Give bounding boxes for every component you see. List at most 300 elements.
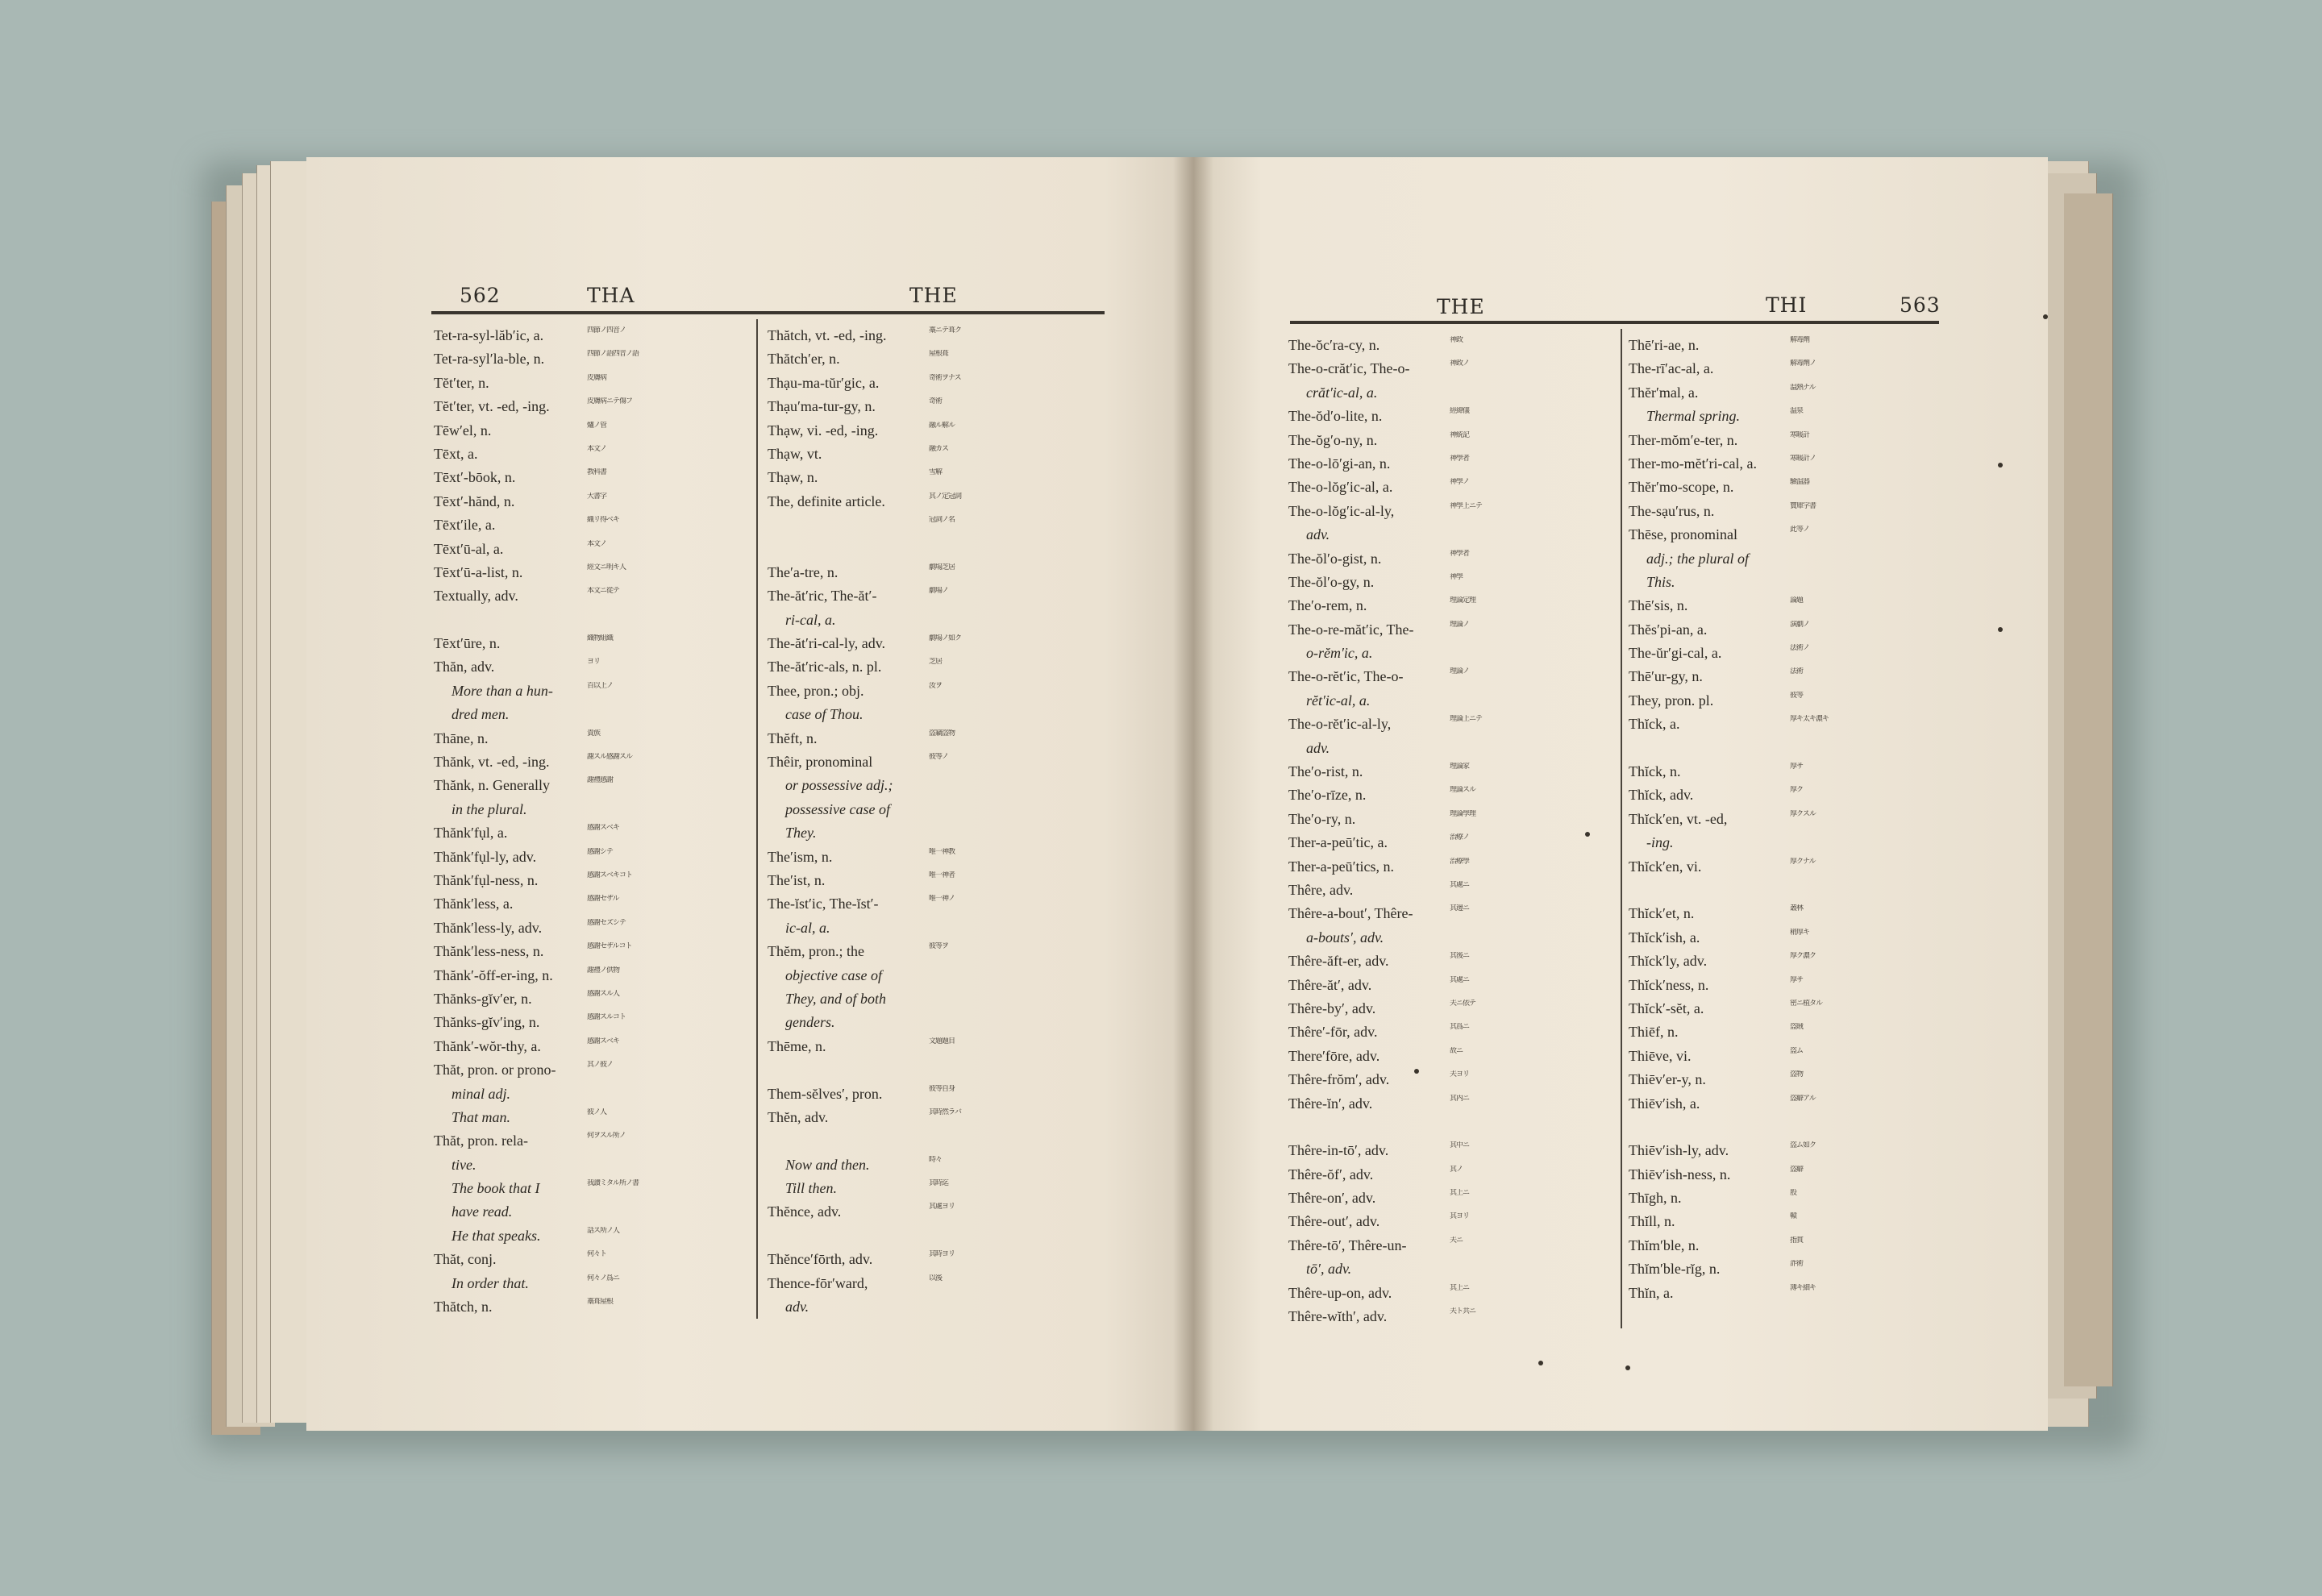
entry-headword: The-ŭr′gi-cal, a.: [1629, 645, 1722, 662]
entry-gloss: 理論スル: [1450, 786, 1476, 795]
entry-gloss: [587, 1156, 748, 1175]
entry-headword: Thêre-wĭth′, adv.: [1288, 1308, 1388, 1325]
ink-speck: [2043, 314, 2048, 319]
entry-headword: Thiēf, n.: [1629, 1024, 1679, 1041]
entry-headword: Thiēv′er-y, n.: [1629, 1071, 1706, 1088]
entry-gloss: 厚ク: [1790, 786, 1804, 795]
ink-speck: [1998, 463, 2003, 468]
entry-headword: Thătch, vt. -ed, -ing.: [768, 327, 887, 343]
entry-gloss: 何々ノ爲ニ: [587, 1274, 620, 1282]
entry-gloss: 感謝スルコト: [587, 1013, 626, 1022]
dictionary-entry: [1288, 902, 1615, 925]
entry-headword: Thĕs′pi-an, a.: [1629, 621, 1708, 638]
page-number-left: 562: [460, 284, 501, 307]
dictionary-entry: [1288, 997, 1615, 1020]
entry-gloss: 劇場ノ如ク: [929, 634, 962, 643]
entry-headword: objective case of: [785, 966, 882, 983]
entry-gloss: 温熱ナル: [1790, 383, 1816, 392]
entry-headword: The-ŏl′o-gist, n.: [1288, 550, 1382, 567]
entry-headword: Tet-ra-syl′la-ble, n.: [434, 351, 545, 368]
entry-headword: Thĭck, adv.: [1629, 787, 1694, 804]
entry-headword: adv.: [785, 1299, 809, 1315]
entry-headword: He that speaks.: [452, 1227, 541, 1244]
guide-word-right-2: THI: [1766, 293, 1808, 317]
entry-gloss: 驗温器: [1790, 478, 1810, 487]
entry-gloss: 文題題目: [929, 1037, 955, 1045]
entry-headword: Thĕnce′fōrth, adv.: [768, 1251, 873, 1268]
entry-gloss: 其時迄: [929, 1179, 949, 1188]
entry-gloss: 藁ニテ葺ク: [929, 326, 962, 335]
dictionary-entry: [768, 1295, 1102, 1319]
dictionary-entry: [768, 1058, 1102, 1082]
entry-headword: Thănk′less, a.: [434, 896, 514, 912]
dictionary-entry: [434, 324, 752, 347]
entry-headword: o-rĕm′ic, a.: [1306, 645, 1373, 662]
entry-headword: Thạw, n.: [768, 469, 818, 486]
dictionary-entry: [1288, 1116, 1615, 1139]
entry-headword: Thêre-by′, adv.: [1288, 1000, 1376, 1016]
entry-gloss: [929, 990, 1098, 1009]
entry-headword: The book that I: [452, 1180, 540, 1197]
ink-speck: [1538, 1361, 1543, 1365]
entry-gloss: 其爲ニ: [1450, 1023, 1470, 1032]
entry-gloss: 神學: [1450, 572, 1463, 581]
column-divider-left: [756, 319, 758, 1319]
entry-headword: Thănk′less-ly, adv.: [434, 919, 543, 936]
entry-gloss: [929, 1298, 1098, 1317]
entry-column: [768, 324, 1102, 1319]
entry-headword: Thĭck′ness, n.: [1629, 976, 1709, 993]
entry-gloss: 其邊ニ: [1450, 904, 1470, 913]
dictionary-entry: [1288, 618, 1615, 642]
dictionary-entry: [1288, 571, 1615, 594]
entry-gloss: 皮膚病ニテ傷フ: [587, 397, 633, 406]
entry-headword: Thêre, adv.: [1288, 881, 1354, 898]
entry-gloss: 其時ヨリ: [929, 1250, 955, 1259]
entry-headword: Thănk′fụl-ly, adv.: [434, 848, 537, 865]
dictionary-entry: [1288, 1234, 1615, 1257]
entry-gloss: 神學者: [1450, 454, 1470, 463]
dictionary-entry: [1629, 831, 1947, 854]
entry-headword: Thănk, vt. -ed, -ing.: [434, 754, 550, 771]
dictionary-entry: [434, 869, 752, 892]
entry-gloss: [929, 611, 1098, 630]
entry-gloss: ヨリ: [587, 658, 601, 667]
dictionary-entry: [1629, 1210, 1947, 1233]
entry-gloss: [587, 705, 748, 725]
dictionary-entry: [768, 680, 1102, 703]
entry-gloss: 故ニ: [1450, 1046, 1463, 1055]
entry-gloss: 薄キ細キ: [1790, 1283, 1816, 1292]
dictionary-entry: [768, 1129, 1102, 1153]
entry-headword: Thêre-on′, adv.: [1288, 1190, 1376, 1207]
entry-headword: Thĕn, adv.: [768, 1108, 829, 1125]
entry-column: [434, 324, 752, 1319]
dictionary-entry: [434, 846, 752, 869]
dictionary-entry: [1629, 594, 1947, 617]
dictionary-entry: [1629, 926, 1947, 950]
dictionary-entry: [768, 372, 1102, 395]
entry-gloss: 其後ニ: [1450, 952, 1470, 961]
entry-headword: case of Thou.: [785, 706, 863, 723]
entry-gloss: 冠詞ノ名: [929, 516, 955, 525]
dictionary-entry: [1288, 1068, 1615, 1091]
entry-gloss: [1790, 1118, 1943, 1137]
dictionary-entry: [768, 1224, 1102, 1248]
entry-gloss: 感謝スル人: [587, 989, 620, 998]
dictionary-entry: [768, 750, 1102, 774]
dictionary-entry: [768, 1011, 1102, 1034]
entry-headword: Them-sĕlves′, pron.: [768, 1085, 883, 1102]
entry-headword: dred men.: [452, 706, 510, 723]
entry-gloss: 感謝スベキコト: [587, 871, 633, 879]
entry-gloss: [587, 1203, 748, 1222]
dictionary-entry: [1288, 737, 1615, 760]
dictionary-entry: [1288, 405, 1615, 428]
dictionary-entry: [1629, 902, 1947, 925]
entry-headword: The-o-rĕt′ic-al-ly,: [1288, 716, 1392, 733]
dictionary-entry: [434, 1153, 752, 1177]
entry-gloss: 彼等: [1790, 691, 1804, 700]
entry-headword: The-o-lŏg′ic-al, a.: [1288, 479, 1393, 496]
dictionary-entry: [434, 1083, 752, 1106]
entry-headword: The-rī′ac-al, a.: [1629, 360, 1714, 377]
dictionary-entry: [768, 443, 1102, 466]
entry-gloss: [1450, 739, 1611, 759]
dictionary-entry: [768, 466, 1102, 489]
dictionary-entry: [434, 703, 752, 726]
dictionary-entry: [434, 584, 752, 608]
entry-gloss: 藁葺屋根: [587, 1298, 614, 1307]
dictionary-entry: [1288, 831, 1615, 854]
entry-headword: They, and of both: [785, 990, 886, 1007]
entry-headword: The-ĭst′ic, The-ĭst′-: [768, 896, 879, 912]
entry-gloss: [929, 824, 1098, 843]
dictionary-entry: [434, 1200, 752, 1224]
dictionary-entry: [768, 584, 1102, 608]
entry-headword: adv.: [1306, 526, 1330, 543]
entry-headword: Thêre′-fōr, adv.: [1288, 1024, 1378, 1041]
entry-gloss: 經緯儀: [1450, 407, 1470, 416]
entry-gloss: [929, 776, 1098, 796]
entry-gloss: 經文ニ明キ人: [587, 563, 626, 571]
dictionary-entry: [1288, 523, 1615, 547]
entry-gloss: 盗竊盗物: [929, 729, 955, 738]
entry-gloss: 其ノ: [1450, 1165, 1463, 1174]
entry-headword: The-o-lō′gi-an, n.: [1288, 455, 1391, 472]
entry-gloss: 謝禮感謝: [587, 776, 614, 785]
entry-headword: The-o-re-măt′ic, The-: [1288, 621, 1414, 638]
entry-headword: The-o-crăt′ic, The-o-: [1288, 360, 1410, 377]
dictionary-entry: [1629, 1282, 1947, 1305]
entry-headword: Thĕm, pron.; the: [768, 943, 864, 960]
entry-headword: The-o-lŏg′ic-al-ly,: [1288, 502, 1395, 519]
dictionary-entry: [768, 846, 1102, 869]
entry-headword: Thănk′less-ness, n.: [434, 943, 544, 960]
dictionary-entry: [1288, 594, 1615, 617]
dictionary-entry: [1288, 1187, 1615, 1210]
dictionary-entry: [1629, 974, 1947, 997]
dictionary-entry: [1629, 760, 1947, 783]
entry-gloss: 奇術: [929, 397, 943, 406]
dictionary-entry: [768, 395, 1102, 418]
entry-headword: Thĕnce, adv.: [768, 1203, 842, 1220]
entry-headword: Thêre-ĭn′, adv.: [1288, 1095, 1373, 1112]
entry-gloss: 寶庫字書: [1790, 501, 1816, 510]
entry-gloss: 理論ノ: [1450, 620, 1470, 629]
entry-headword: Thē′sis, n.: [1629, 597, 1688, 614]
entry-gloss: 融ル解ル: [929, 421, 955, 430]
header-rule-left: [431, 311, 1105, 314]
dictionary-entry: [434, 1224, 752, 1248]
entry-gloss: 解毒劑ノ: [1790, 360, 1816, 368]
entry-headword: Thē′ur-gy, n.: [1629, 668, 1703, 685]
dictionary-entry: [768, 774, 1102, 797]
dictionary-entry: [768, 916, 1102, 940]
dictionary-entry: [1288, 879, 1615, 902]
entry-headword: Thạu′ma-tur-gy, n.: [768, 398, 876, 415]
entry-gloss: [929, 966, 1098, 986]
entry-headword: Tĕt′ter, n.: [434, 374, 489, 391]
entry-headword: That man.: [452, 1108, 511, 1125]
entry-headword: Thĕr′mal, a.: [1629, 384, 1699, 401]
dictionary-entry: [768, 1153, 1102, 1177]
dictionary-entry: [768, 892, 1102, 916]
entry-gloss: [929, 1061, 1098, 1080]
dictionary-entry: [1288, 1305, 1615, 1328]
dictionary-entry: [434, 655, 752, 679]
entry-gloss: 其處ニ: [1450, 975, 1470, 984]
entry-gloss: 厚クナル: [1790, 857, 1816, 866]
dictionary-entry: [1288, 1045, 1615, 1068]
entry-headword: The′a-tre, n.: [768, 563, 838, 580]
entry-headword: The, definite article.: [768, 493, 885, 509]
entry-gloss: [1450, 644, 1611, 663]
dictionary-entry: [1288, 808, 1615, 831]
entry-gloss: 百以上ノ: [587, 681, 614, 690]
entry-gloss: 彼等ノ: [929, 753, 949, 762]
dictionary-entry: [768, 987, 1102, 1011]
entry-gloss: 神學者: [1450, 549, 1470, 558]
entry-gloss: 轅: [1790, 1212, 1797, 1221]
entry-gloss: [1790, 739, 1943, 759]
entry-headword: The′ist, n.: [768, 871, 826, 888]
entry-gloss: 四節ノ語四音ノ語: [587, 350, 639, 359]
dictionary-entry: [768, 1248, 1102, 1271]
dictionary-entry: [1288, 783, 1615, 807]
dictionary-entry: [1629, 879, 1947, 902]
entry-gloss: 解毒劑: [1790, 336, 1810, 344]
entry-gloss: 劇場芝居: [929, 563, 955, 571]
book-gutter: [1173, 157, 1213, 1431]
page-edge: [2064, 193, 2113, 1386]
header-rule-right: [1290, 321, 1939, 324]
entry-headword: Thĭck′-sĕt, a.: [1629, 1000, 1704, 1016]
dictionary-entry: [1629, 523, 1947, 547]
entry-headword: Thē′ri-ae, n.: [1629, 337, 1700, 353]
entry-headword: The-ăt′ri-cal-ly, adv.: [768, 635, 886, 652]
entry-gloss: 其ヨリ: [1450, 1212, 1470, 1221]
entry-gloss: 感謝スベキ: [587, 824, 620, 833]
ink-speck: [1998, 627, 2003, 632]
entry-headword: Thêre-up-on, adv.: [1288, 1284, 1392, 1301]
entry-headword: Thiēve, vi.: [1629, 1047, 1692, 1064]
entry-headword: Thăt, conj.: [434, 1251, 497, 1268]
entry-headword: Thănk, n. Generally: [434, 777, 550, 794]
entry-gloss: 彼等ヲ: [929, 942, 949, 951]
dictionary-entry: [434, 987, 752, 1011]
entry-gloss: 唯一神ノ: [929, 895, 955, 904]
entry-headword: Thănk′fụl-ness, n.: [434, 871, 539, 888]
dictionary-entry: [434, 1106, 752, 1129]
entry-headword: Thêre-tō′, Thêre-un-: [1288, 1236, 1407, 1253]
entry-gloss: 雪解: [929, 468, 943, 477]
entry-headword: tō′, adv.: [1306, 1261, 1352, 1278]
entry-gloss: 大書字: [587, 492, 607, 501]
entry-gloss: 汝ヲ: [929, 681, 943, 690]
entry-gloss: 其内ニ: [1450, 1094, 1470, 1103]
entry-gloss: 盗ム如ク: [1790, 1141, 1816, 1150]
entry-gloss: 治療學: [1450, 857, 1470, 866]
entry-column: [1629, 334, 1947, 1305]
entry-gloss: 理論定理: [1450, 596, 1476, 605]
dictionary-entry: [1629, 1092, 1947, 1116]
entry-gloss: 演劇ノ: [1790, 620, 1810, 629]
entry-headword: Tēw′el, n.: [434, 422, 492, 438]
entry-gloss: 織リ得ベキ: [587, 516, 620, 525]
entry-headword: Thĭn, a.: [1629, 1284, 1674, 1301]
entry-headword: Thence-fōr′ward,: [768, 1274, 868, 1291]
entry-headword: Thănks-gĭv′ing, n.: [434, 1014, 540, 1031]
dictionary-entry: [768, 1177, 1102, 1200]
entry-headword: Tet-ra-syl-lăb′ic, a.: [434, 327, 544, 343]
entry-gloss: 四節ノ四音ノ: [587, 326, 626, 335]
entry-gloss: 叢林: [1790, 904, 1804, 913]
dictionary-entry: [768, 869, 1102, 892]
entry-headword: The-sạu′rus, n.: [1629, 502, 1715, 519]
entry-headword: The′o-rist, n.: [1288, 763, 1363, 780]
entry-gloss: [1790, 550, 1943, 569]
dictionary-entry: [768, 1272, 1102, 1295]
entry-column: [1288, 334, 1615, 1328]
entry-gloss: 治療ノ: [1450, 833, 1470, 842]
dictionary-entry: [1288, 334, 1615, 357]
dictionary-entry: [1629, 1187, 1947, 1210]
entry-headword: ic-al, a.: [785, 919, 830, 936]
dictionary-entry: [434, 1248, 752, 1271]
dictionary-entry: [1288, 429, 1615, 452]
dictionary-entry: [768, 798, 1102, 821]
entry-gloss: 厚ク濃ク: [1790, 952, 1816, 961]
entry-headword: Tēxt′ūre, n.: [434, 635, 501, 652]
entry-gloss: 詐術: [1790, 1260, 1804, 1269]
entry-gloss: 理論家: [1450, 763, 1470, 771]
dictionary-entry: [1629, 855, 1947, 879]
entry-gloss: 彼ノ人: [587, 1108, 607, 1116]
dictionary-entry: [1288, 547, 1615, 571]
entry-headword: Thēse, pronominal: [1629, 526, 1737, 543]
dictionary-entry: [434, 561, 752, 584]
dictionary-entry: [1629, 547, 1947, 571]
entry-gloss: 何ヲスル所ノ: [587, 1132, 626, 1141]
entry-headword: The-ŏc′ra-cy, n.: [1288, 337, 1380, 353]
dictionary-entry: [1288, 689, 1615, 713]
dictionary-entry: [1629, 1163, 1947, 1187]
entry-headword: Till then.: [785, 1180, 838, 1197]
dictionary-entry: [768, 513, 1102, 537]
entry-gloss: 唯一神者: [929, 871, 955, 879]
entry-gloss: 厚サ: [1790, 763, 1804, 771]
entry-headword: Thănk′-ŏff-er-ing, n.: [434, 966, 553, 983]
entry-gloss: [1450, 1118, 1611, 1137]
dictionary-entry: [1629, 429, 1947, 452]
entry-gloss: 其上ニ: [1450, 1283, 1470, 1292]
entry-headword: Thee, pron.; obj.: [768, 682, 864, 699]
entry-headword: The′o-rīze, n.: [1288, 787, 1367, 804]
entry-gloss: 感謝セザルコト: [587, 942, 632, 951]
entry-headword: Thĭck′ish, a.: [1629, 929, 1700, 946]
entry-gloss: 謝スル感謝スル: [587, 753, 633, 762]
entry-gloss: 謝禮ノ供物: [587, 966, 620, 975]
entry-headword: or possessive adj.;: [785, 777, 893, 794]
entry-headword: Thĭck′en, vi.: [1629, 858, 1702, 875]
dictionary-entry: [434, 632, 752, 655]
entry-gloss: 厚サ: [1790, 975, 1804, 984]
entry-gloss: 感謝シテ: [587, 847, 614, 856]
entry-headword: They.: [785, 825, 817, 842]
dictionary-entry: [1288, 476, 1615, 499]
dictionary-entry: [768, 655, 1102, 679]
entry-gloss: 法術: [1790, 667, 1804, 676]
entry-headword: Thīgh, n.: [1629, 1190, 1682, 1207]
entry-gloss: [1450, 526, 1611, 545]
entry-headword: The-ŏl′o-gy, n.: [1288, 573, 1375, 590]
entry-gloss: 夫ニ依テ: [1450, 999, 1476, 1008]
dictionary-entry: [434, 1177, 752, 1200]
entry-headword: Tĕt′ter, vt. -ed, -ing.: [434, 398, 550, 415]
dictionary-entry: [768, 1106, 1102, 1129]
entry-headword: This.: [1646, 573, 1675, 590]
entry-headword: Thăt, pron. rela-: [434, 1133, 528, 1149]
guide-word-right-1: THE: [1437, 295, 1485, 318]
dictionary-entry: [1629, 1234, 1947, 1257]
dictionary-entry: [434, 538, 752, 561]
entry-gloss: [1450, 1260, 1611, 1279]
entry-headword: The-ŏg′o-ny, n.: [1288, 431, 1378, 448]
dictionary-entry: [1629, 950, 1947, 973]
dictionary-entry: [768, 821, 1102, 845]
dictionary-entry: [434, 964, 752, 987]
dictionary-entry: [434, 821, 752, 845]
entry-gloss: 神學ノ: [1450, 478, 1470, 487]
dictionary-entry: [1629, 713, 1947, 736]
entry-gloss: 稍厚キ: [1790, 928, 1810, 937]
dictionary-entry: [1288, 452, 1615, 476]
entry-headword: Tēxt′ū-a-list, n.: [434, 563, 523, 580]
dictionary-entry: [1288, 357, 1615, 380]
dictionary-entry: [1629, 997, 1947, 1020]
entry-gloss: 温泉: [1790, 407, 1804, 416]
entry-headword: Thăt, pron. or prono-: [434, 1062, 556, 1079]
entry-gloss: 神政ノ: [1450, 360, 1470, 368]
dictionary-entry: [1288, 665, 1615, 688]
dictionary-entry: [768, 632, 1102, 655]
entry-headword: Thĭck′ly, adv.: [1629, 953, 1708, 970]
dictionary-entry: [434, 940, 752, 963]
entry-headword: Thiēv′ish-ness, n.: [1629, 1166, 1731, 1182]
dictionary-entry: [1629, 500, 1947, 523]
dictionary-entry: [1629, 357, 1947, 380]
